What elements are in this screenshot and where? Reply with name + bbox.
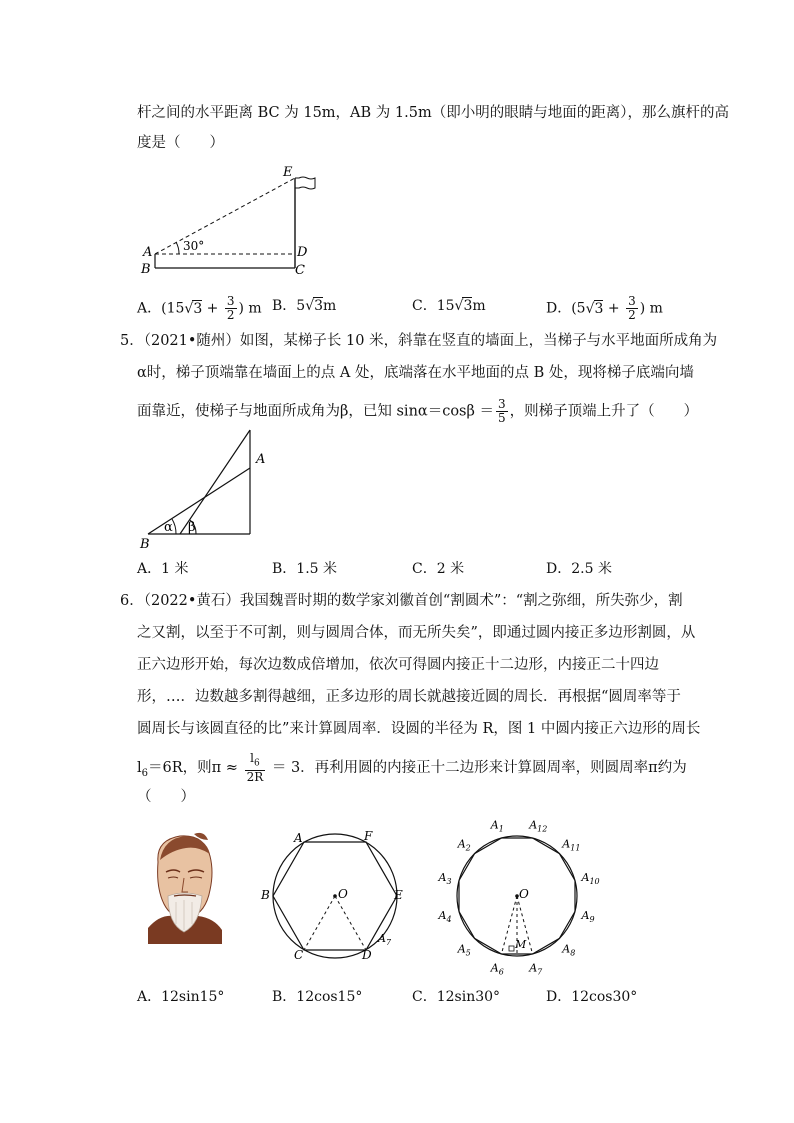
q6-text-line7: （ ） <box>137 789 195 805</box>
q6-text-line1: 6．（2022•黄石）我国魏晋时期的数学家刘徽首创“割圆术”：“割之弥细，所失弥少，割 <box>120 593 683 609</box>
q6-option-b: B．12cos15° <box>272 989 363 1005</box>
q6-fig1-label-B: B <box>261 888 270 902</box>
q5-text-line3: 面靠近，使梯子与地面所成角为β，已知 sinα＝cosβ ＝ $\frac{3}{5}$ ，则梯子顶端上升了（ ） <box>137 397 699 425</box>
q4-text-line2: 度是（ ） <box>137 135 224 151</box>
q6-fig2-label-a7: $A_7$ <box>529 961 543 977</box>
q6-fig1-label-F: F <box>364 829 373 843</box>
q5-label-alpha: α <box>164 520 173 535</box>
q6-fig1-label-O: O <box>338 887 348 901</box>
q6-option-a: A．12sin15° <box>137 989 225 1005</box>
q5-text-line1: 5．（2021•随州）如图，某梯子长 10 米，斜靠在竖直的墙面上，当梯子与水平地面所成角为 <box>120 333 718 349</box>
q6-fig2-label-a5: $A_5$ <box>457 942 471 958</box>
q5-label-B: B <box>140 537 150 552</box>
q6-fig2-label-a2: $A_2$ <box>457 837 471 853</box>
q6-text-line2: 之又割，以至于不可割，则与圆周合体，而无所失矣”，即通过圆内接正多边形割圆，从 <box>137 625 696 641</box>
q4-option-a: A．(15√3 + $\frac{3}{2}$ ) m <box>137 294 262 322</box>
q6-text-line4: 形，…．边数越多割得越细，正多边形的周长就越接近圆的周长．再根据“圆周率等于 <box>137 689 681 705</box>
q4-label-E: E <box>283 165 293 180</box>
q6-fig1-label-D: D <box>362 948 372 962</box>
q5-ladder-figure <box>138 425 278 550</box>
q4-label-D: D <box>297 245 308 260</box>
q4-flagpole-figure <box>135 160 325 280</box>
q5-text-line2: α时，梯子顶端靠在墙面上的点 A 处，底端落在水平地面的点 B 处，现将梯子底端向墙 <box>137 365 694 381</box>
q6-fig2-label-a8: $A_8$ <box>562 942 576 958</box>
q4-angle-label: 30° <box>183 239 205 253</box>
q6-fig1-label-E: E <box>394 888 403 902</box>
q6-text-line6: $l_6=6R$，则π ≈ $\frac{l_6}{2R}$ ＝ 3．再利用圆的内接正十二边形来计算圆周率，则圆周率π约为 <box>137 751 687 785</box>
q6-fig2-label-M: M <box>515 938 527 951</box>
q6-fig2-label-a11: $A_{11}$ <box>562 837 581 853</box>
q6-fig2-label-a1: $A_1$ <box>490 818 504 834</box>
q5-option-c: C．2 米 <box>412 561 465 577</box>
q4-label-B: B <box>141 262 151 277</box>
q6-fig2-label-a4: $A_4$ <box>438 909 452 925</box>
q6-fig2-label-a3: $A_3$ <box>438 870 452 886</box>
q6-fig2-label-a6: $A_6$ <box>490 961 504 977</box>
liu-hui-portrait <box>146 832 224 944</box>
q6-fig2-label-a10: $A_{10}$ <box>581 870 600 886</box>
q6-fig1-label-A7: $A_7$ <box>378 932 392 947</box>
q4-label-C: C <box>295 263 305 278</box>
q4-option-c: C．15√3m <box>412 298 486 314</box>
q5-label-A: A <box>256 452 266 467</box>
q6-fig2-label-a12: $A_{12}$ <box>529 818 548 834</box>
q6-fig2-label-O: O <box>519 887 529 901</box>
q4-option-d: D．(5√3 + $\frac{3}{2}$ ) m <box>546 294 663 322</box>
q5-option-a: A．1 米 <box>137 561 189 577</box>
q6-text-line3: 正六边形开始，每次边数成倍增加，依次可得圆内接正十二边形，内接正二十四边 <box>137 657 659 673</box>
q4-label-A: A <box>143 245 153 260</box>
q4-option-b: B．5√3m <box>272 298 337 314</box>
q6-fig2-label-a9: $A_9$ <box>581 909 595 925</box>
q5-label-beta: β <box>188 520 196 535</box>
q6-option-c: C．12sin30° <box>412 989 501 1005</box>
q5-option-d: D．2.5 米 <box>546 561 612 577</box>
q6-hexagon-figure <box>260 828 410 960</box>
q6-option-d: D．12cos30° <box>546 989 638 1005</box>
q4-text-line1: 杆之间的水平距离 BC 为 15m，AB 为 1.5m（即小明的眼睛与地面的距离），那么旗杆的高 <box>137 105 729 121</box>
q5-option-b: B．1.5 米 <box>272 561 338 577</box>
q6-text-line5: 圆周长与该圆直径的比”来计算圆周率．设圆的半径为 R，图 1 中圆内接正六边形的周长 <box>137 721 701 737</box>
q6-fig1-label-C: C <box>294 948 304 962</box>
q6-fig1-label-A: A <box>294 831 303 845</box>
q6-dodecagon-figure <box>435 818 605 977</box>
